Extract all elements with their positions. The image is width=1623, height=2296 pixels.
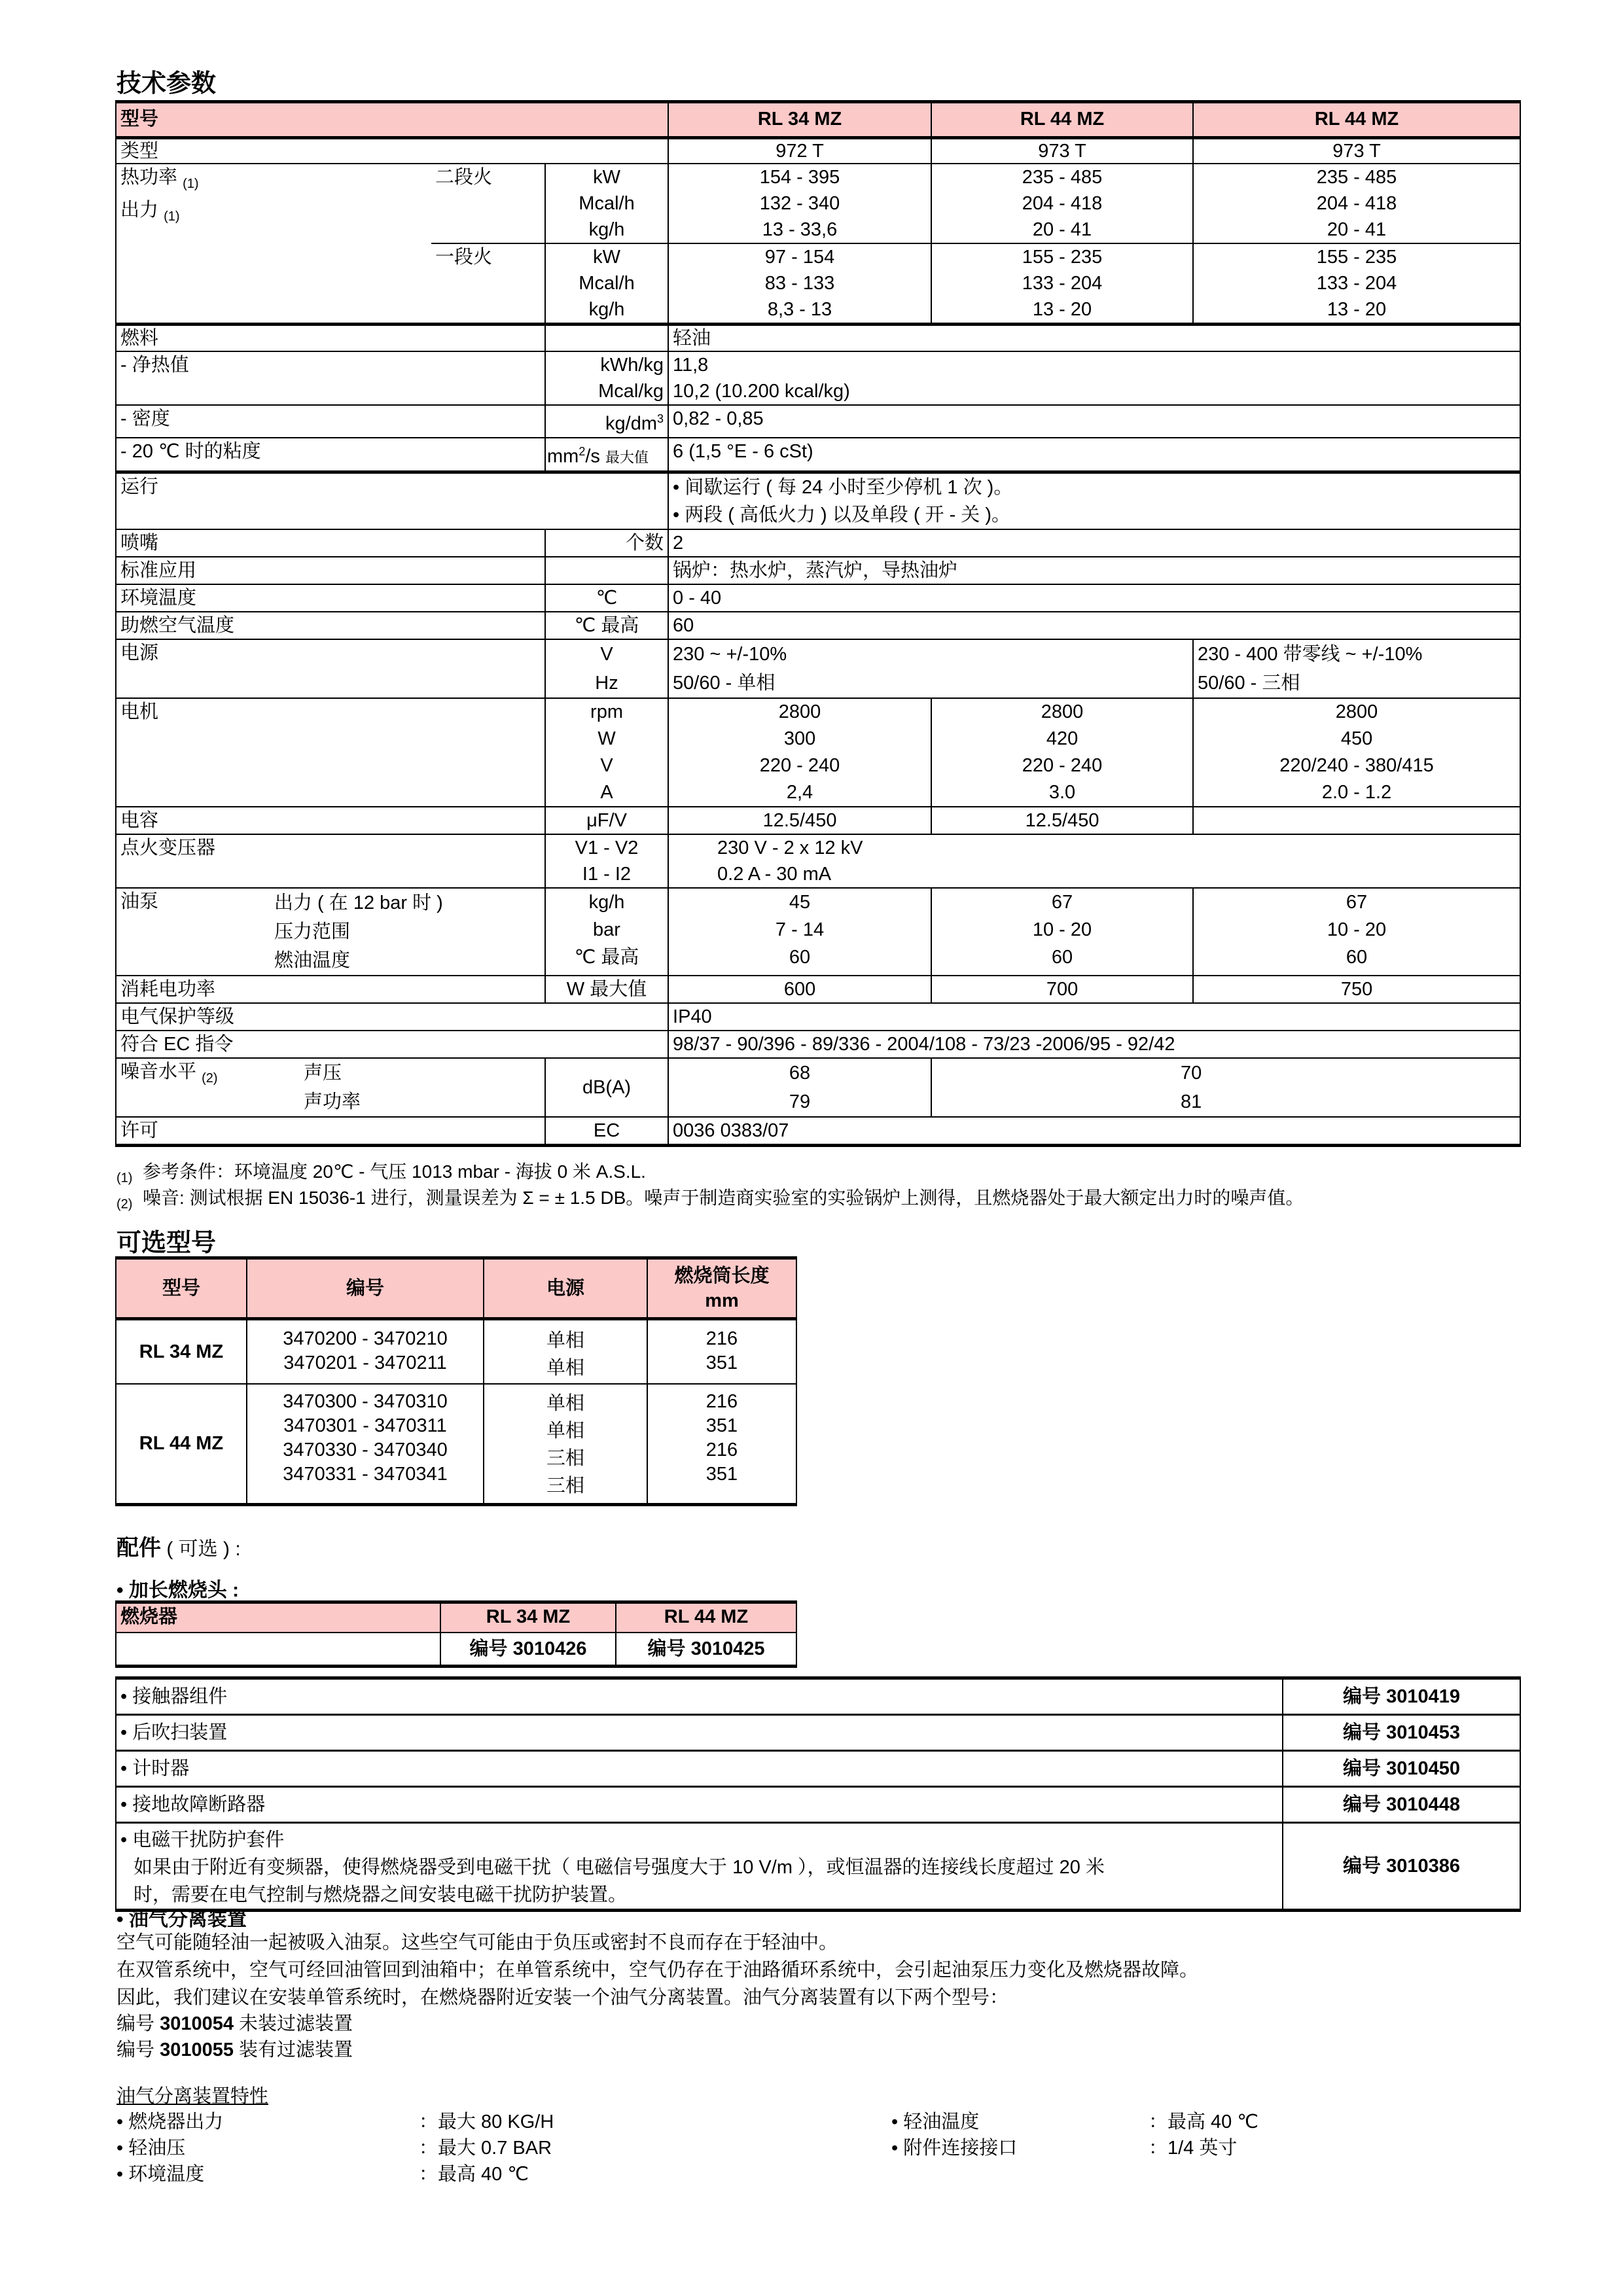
consumption-label: 消耗电功率 — [116, 976, 545, 1003]
value: 20 - 41 — [1032, 219, 1092, 240]
value: 79 — [789, 1091, 811, 1113]
noise-rl34 — [668, 1058, 931, 1117]
capacitor-label: 电容 — [116, 807, 545, 834]
tech-params-table — [115, 100, 1521, 1147]
unit: /s — [585, 446, 600, 467]
stage2-label: 二段火 — [431, 164, 545, 243]
value: 68 — [789, 1063, 811, 1084]
noise-unit: dB(A) — [545, 1058, 668, 1117]
footnote-ref: (1) — [183, 176, 199, 191]
output-label-2: 出力 — [120, 199, 159, 221]
stage1-rl34 — [668, 243, 931, 325]
ncv-label: - 净热值 — [116, 351, 545, 405]
unit-superscript: 2 — [579, 444, 586, 458]
unit: V — [600, 644, 613, 665]
variant-length — [647, 1319, 796, 1384]
accessory-label: • 计时器 — [116, 1751, 1283, 1787]
unit: mm — [547, 446, 579, 467]
degasser-model-prefix: 编号 — [116, 2013, 160, 2034]
stage1-rl44 — [931, 243, 1193, 325]
power-supply-row — [116, 639, 1520, 698]
accessory-row — [116, 1787, 1520, 1823]
value: 3.0 — [1048, 782, 1076, 804]
unit: kg/h — [588, 219, 625, 240]
application-row — [116, 557, 1520, 584]
length: 216 — [705, 1439, 738, 1460]
protection-label: 电气保护等级 — [116, 1003, 668, 1031]
unit: kW — [593, 247, 620, 268]
value: 220/240 - 380/415 — [1279, 755, 1434, 777]
operation-row — [116, 472, 1520, 530]
value: 10 - 20 — [1327, 919, 1387, 941]
variant-length — [647, 1384, 796, 1505]
pump-rl44 — [931, 888, 1193, 976]
operation-item: • 间歇运行 ( 每 24 小时至少停机 1 次 )。 — [673, 477, 1013, 499]
spec-label: • 燃烧器出力 — [116, 2111, 224, 2132]
ext-head-col-burner: 燃烧器 — [116, 1602, 440, 1633]
value: 220 - 240 — [1022, 755, 1103, 777]
variant-code: 3470200 - 3470210 — [283, 1328, 448, 1349]
fuel-label: 燃料 — [116, 325, 545, 352]
col-supply: 电源 — [484, 1258, 647, 1319]
pump-units — [545, 888, 668, 976]
power-supply-units — [545, 639, 668, 698]
ignition-units — [545, 834, 668, 888]
ignition-values — [668, 834, 1520, 888]
value: 60 — [789, 947, 811, 968]
nozzles-value: 2 — [668, 529, 1520, 557]
approval-label: 许可 — [116, 1117, 545, 1146]
stage1-label: 一段火 — [431, 243, 545, 325]
accessory-label: • 接触器组件 — [116, 1678, 1283, 1715]
accessories-title-suffix: ( 可选 ) : — [161, 1538, 241, 1560]
variant-code: 3470301 - 3470311 — [283, 1415, 447, 1436]
col-code: 编号 — [247, 1258, 484, 1319]
unit: A — [600, 782, 613, 804]
variant-supply — [484, 1384, 647, 1505]
consumption-value: 600 — [668, 976, 931, 1003]
application-unit — [545, 557, 668, 584]
col-length — [647, 1258, 796, 1319]
motor-row — [116, 698, 1520, 807]
viscosity-row — [116, 438, 1520, 472]
accessory-label: • 电磁干扰防护套件 — [120, 1829, 285, 1850]
ncv-row — [116, 351, 1520, 405]
footnote-mark: (1) — [116, 1171, 133, 1186]
pump-label-cell — [116, 888, 545, 976]
degasser-model-prefix: 编号 — [116, 2040, 160, 2060]
degasser-title: • 油气分离装置 — [116, 1909, 247, 1930]
supply: 三相 — [546, 1447, 584, 1469]
degasser-model-code: 3010054 — [160, 2013, 234, 2034]
spec-value: ：1/4 英寸 — [1149, 2138, 1238, 2159]
stage1-units — [545, 243, 668, 325]
variant-code: 3470330 - 3470340 — [283, 1439, 448, 1460]
accessory-code: 编号 3010450 — [1283, 1751, 1520, 1787]
ext-head-col-rl34: RL 34 MZ — [440, 1602, 616, 1633]
value: 83 - 133 — [764, 273, 835, 294]
ignition-row — [116, 834, 1520, 888]
value: 2.0 - 1.2 — [1321, 782, 1392, 804]
pump-sublabels — [274, 889, 443, 975]
value: 132 - 340 — [759, 193, 840, 214]
motor-label: 电机 — [116, 698, 545, 807]
capacitor-unit: μF/V — [545, 807, 668, 834]
unit: Mcal/h — [579, 273, 635, 294]
variant-group — [116, 1319, 796, 1384]
ambient-row — [116, 584, 1520, 612]
footnote-2 — [116, 1186, 1304, 1217]
value: 155 - 235 — [1316, 247, 1397, 268]
length: 351 — [705, 1352, 738, 1373]
unit: kWh/kg — [600, 355, 664, 376]
ambient-unit: ℃ — [545, 584, 668, 612]
viscosity-unit — [545, 438, 668, 472]
density-value: 0,82 - 0,85 — [668, 405, 1520, 438]
accessory-row — [116, 1823, 1520, 1911]
sublabel: 声压 — [304, 1063, 342, 1084]
pump-rl34 — [668, 888, 931, 976]
accessory-code: 编号 3010448 — [1283, 1787, 1520, 1823]
degasser-model-desc: 装有过滤装置 — [233, 2040, 353, 2060]
ignition-label: 点火变压器 — [116, 834, 545, 888]
variants-table — [115, 1256, 797, 1506]
pump-row — [116, 888, 1520, 976]
power-supply-label: 电源 — [116, 639, 545, 698]
spec-label: • 环境温度 — [116, 2164, 205, 2185]
accessory-label: • 接地故障断路器 — [116, 1787, 1283, 1823]
density-unit — [545, 405, 668, 438]
noise-label — [120, 1059, 304, 1116]
value: 0.2 A - 30 mA — [717, 864, 832, 885]
consumption-value: 750 — [1193, 976, 1520, 1003]
operation-values — [668, 472, 1520, 530]
fuel-unit — [545, 325, 668, 352]
accessory-label: • 后吹扫装置 — [116, 1715, 1283, 1751]
unit: rpm — [590, 701, 623, 723]
accessories-table — [115, 1676, 1521, 1912]
density-row — [116, 405, 1520, 438]
spec-value: ：最高 40 ℃ — [419, 2164, 529, 2185]
length: 351 — [705, 1463, 738, 1485]
value: 97 - 154 — [764, 247, 835, 268]
comb-air-value: 60 — [668, 612, 1520, 639]
value: 235 - 485 — [1316, 167, 1397, 188]
unit: Mcal/kg — [598, 381, 664, 402]
section-title-tech-params: 技术参数 — [116, 70, 217, 97]
ext-head-table — [115, 1600, 797, 1668]
power-supply-single — [668, 639, 1193, 698]
unit: kg/h — [588, 892, 625, 913]
value: 220 - 240 — [759, 755, 840, 777]
motor-units — [545, 698, 668, 807]
value: 50/60 - 单相 — [673, 673, 776, 694]
unit: bar — [593, 919, 620, 941]
operation-item: • 两段 ( 高低火力 ) 以及单段 ( 开 - 关 )。 — [673, 504, 1011, 526]
motor-rl44 — [931, 698, 1193, 807]
ext-head-title: • 加长燃烧头 : — [116, 1580, 240, 1601]
value: 204 - 418 — [1316, 193, 1397, 214]
degasser-spec-title — [116, 2083, 268, 2110]
consumption-row — [116, 976, 1520, 1003]
comb-air-label: 助燃空气温度 — [116, 612, 545, 639]
type-value: 973 T — [1193, 138, 1520, 164]
variant-code: 3470300 - 3470310 — [283, 1390, 448, 1412]
degasser-para: 空气可能随轻油一起被吸入油泵。这些空气可能由于负压或密封不良而存在于轻油中。 — [116, 1932, 838, 1953]
value: 7 - 14 — [775, 919, 825, 941]
unit: W — [597, 728, 616, 750]
accessory-desc: 时，需要在电气控制与燃烧器之间安装电磁干扰防护装置。 — [134, 1884, 628, 1905]
ncv-values — [668, 351, 1520, 405]
variant-code: 3470201 - 3470211 — [283, 1352, 447, 1373]
type-value: 973 T — [931, 138, 1193, 164]
value: 300 — [783, 728, 816, 750]
degasser-para: 因此，我们建议在安装单管系统时，在燃烧器附近安装一个油气分离装置。油气分离装置有以下两个型号： — [116, 1987, 1009, 2008]
section-title-variants: 可选型号 — [116, 1229, 217, 1257]
value: 67 — [1051, 892, 1073, 913]
value: 60 — [1346, 947, 1368, 968]
degasser-model-code: 3010055 — [160, 2040, 234, 2060]
protection-row — [116, 1003, 1520, 1031]
capacitor-value: 12.5/450 — [668, 807, 931, 834]
value: 50/60 - 三相 — [1198, 673, 1300, 694]
col-model: 型号 — [116, 1258, 247, 1319]
value: 11,8 — [673, 355, 709, 376]
sublabel: 压力范围 — [274, 921, 351, 943]
type-value: 972 T — [668, 138, 931, 164]
comb-air-unit: ℃ 最高 — [545, 612, 668, 639]
footnote-mark: (2) — [116, 1197, 133, 1212]
consumption-unit: W 最大值 — [545, 976, 668, 1003]
degasser-model — [116, 2010, 353, 2038]
accessories-title: 配件 — [116, 1536, 161, 1561]
degasser-model-desc: 未装过滤装置 — [233, 2013, 353, 2034]
degasser-para: 在双管系统中，空气可经回油管回到油箱中；在单管系统中，空气仍存在于油路循环系统中，会引起油泵压力变化及燃烧器故障。 — [116, 1960, 1199, 1981]
ext-head-row — [116, 1633, 796, 1667]
section-title-accessories — [116, 1530, 241, 1562]
consumption-value: 700 — [931, 976, 1193, 1003]
value: 13 - 20 — [1327, 299, 1387, 320]
value: 8,3 - 13 — [767, 299, 832, 320]
value: 155 - 235 — [1022, 247, 1103, 268]
supply: 三相 — [546, 1475, 584, 1496]
approval-value: 0036 0383/07 — [668, 1117, 1520, 1146]
length: 216 — [705, 1390, 738, 1412]
type-row — [116, 138, 1520, 164]
footnote-ref: (1) — [164, 209, 180, 224]
col-length-unit: mm — [705, 1290, 739, 1311]
col-length-label: 燃烧筒长度 — [674, 1265, 770, 1286]
stage2-rl34 — [668, 164, 931, 243]
degasser-model — [116, 2036, 353, 2064]
noise-label-cell — [116, 1058, 545, 1117]
supply: 单相 — [546, 1330, 584, 1351]
accessory-label-emc — [116, 1823, 1283, 1911]
spec-label: • 轻油压 — [116, 2138, 186, 2159]
length: 216 — [705, 1328, 738, 1349]
unit: Hz — [595, 673, 618, 694]
capacitor-value: 12.5/450 — [931, 807, 1193, 834]
ec-label: 符合 EC 指令 — [116, 1031, 668, 1058]
ext-head-col-rl44: RL 44 MZ — [616, 1602, 796, 1633]
fuel-row — [116, 325, 1520, 352]
ec-value: 98/37 - 90/396 - 89/336 - 2004/108 - 73/23 -2006/95 - 92/42 — [668, 1031, 1520, 1058]
nozzles-unit: 个数 — [545, 529, 668, 557]
value: 67 — [1346, 892, 1368, 913]
value: 204 - 418 — [1022, 193, 1103, 214]
application-label: 标准应用 — [116, 557, 545, 584]
nozzles-label: 喷嘴 — [116, 529, 545, 557]
sublabel: 出力 ( 在 12 bar 时 ) — [274, 892, 443, 914]
noise-rl44 — [931, 1058, 1520, 1117]
variant-codes — [247, 1384, 484, 1505]
stage2-rl44-3ph — [1193, 164, 1520, 243]
value: 230 V - 2 x 12 kV — [717, 838, 863, 859]
protection-value: IP40 — [668, 1003, 1520, 1031]
unit: kW — [593, 167, 620, 188]
motor-rl34 — [668, 698, 931, 807]
output-label-1: 热功率 — [120, 167, 178, 188]
value: 230 ~ +/-10% — [673, 644, 787, 665]
output-label — [116, 164, 431, 325]
value: 10 - 20 — [1032, 919, 1092, 941]
supply: 单相 — [546, 1358, 584, 1379]
capacitor-row — [116, 807, 1520, 834]
degasser-spec-title-text: 油气分离装置特性 — [116, 2086, 269, 2107]
sublabel: 燃油温度 — [274, 950, 351, 972]
value: 13 - 33,6 — [762, 219, 838, 240]
model-rl44: RL 44 MZ — [931, 102, 1193, 138]
value: 13 - 20 — [1032, 299, 1092, 320]
value: 2800 — [778, 701, 821, 723]
variant-model: RL 44 MZ — [116, 1384, 247, 1505]
density-label: - 密度 — [116, 405, 545, 438]
stage2-units — [545, 164, 668, 243]
application-value: 锅炉：热水炉，蒸汽炉，导热油炉 — [668, 557, 1520, 584]
accessory-row — [116, 1678, 1520, 1715]
value: 133 - 204 — [1022, 273, 1103, 294]
sublabel: 声功率 — [304, 1091, 361, 1113]
accessory-row — [116, 1751, 1520, 1787]
viscosity-label: - 20 ℃ 时的粘度 — [116, 438, 545, 472]
footnote-text: 参考条件：环境温度 20℃ - 气压 1013 mbar - 海拔 0 米 A.S.L. — [143, 1161, 646, 1182]
variant-code: 3470331 - 3470341 — [283, 1463, 448, 1485]
unit: I1 - I2 — [582, 864, 632, 885]
ec-row — [116, 1031, 1520, 1058]
header-label: 型号 — [116, 102, 668, 138]
accessory-code: 编号 3010419 — [1283, 1678, 1520, 1715]
pump-rl44-3ph — [1193, 888, 1520, 976]
noise-label-text: 噪音水平 — [120, 1061, 197, 1083]
supply: 单相 — [546, 1392, 584, 1414]
ext-head-cell — [116, 1633, 440, 1667]
approval-unit: EC — [545, 1117, 668, 1146]
stage1-rl44-3ph — [1193, 243, 1520, 325]
value: 20 - 41 — [1327, 219, 1387, 240]
type-label: 类型 — [116, 138, 668, 164]
unit-qualifier: 最大值 — [605, 449, 649, 466]
spec-label: • 附件连接接口 — [891, 2138, 1018, 2159]
value: 2800 — [1041, 701, 1084, 723]
unit: ℃ 最高 — [574, 947, 639, 968]
pump-label: 油泵 — [120, 891, 159, 913]
unit: kg/dm — [605, 413, 657, 434]
value: 133 - 204 — [1316, 273, 1397, 294]
value: 2,4 — [786, 782, 813, 804]
unit-superscript: 3 — [657, 412, 664, 425]
value: 2800 — [1335, 701, 1378, 723]
value: 450 — [1340, 728, 1373, 750]
value: 154 - 395 — [759, 167, 840, 188]
spec-value: ：最大 0.7 BAR — [419, 2138, 552, 2159]
ext-head-code-rl44: 编号 3010425 — [616, 1633, 796, 1667]
supply: 单相 — [546, 1420, 584, 1441]
ambient-value: 0 - 40 — [668, 584, 1520, 612]
value: 420 — [1046, 728, 1079, 750]
ext-head-code-rl34: 编号 3010426 — [440, 1633, 616, 1667]
value: 235 - 485 — [1022, 167, 1103, 188]
footnote-ref: (2) — [202, 1071, 218, 1086]
model-rl44-3ph: RL 44 MZ — [1193, 102, 1520, 138]
footnote-text: 噪音: 测试根据 EN 15036-1 进行，测量误差为 Σ = ± 1.5 DB。噪声于制造商实验室的实验锅炉上测得，且燃烧器处于最大额定出力时的噪声值。 — [143, 1188, 1304, 1208]
nozzles-row — [116, 529, 1520, 557]
ambient-label: 环境温度 — [116, 584, 545, 612]
spec-value: ：最大 80 KG/H — [419, 2111, 554, 2132]
value: 230 - 400 带零线 ~ +/-10% — [1198, 644, 1423, 665]
stage2-rl44 — [931, 164, 1193, 243]
spec-label: • 轻油温度 — [891, 2111, 980, 2132]
accessory-code: 编号 3010453 — [1283, 1715, 1520, 1751]
value: 10,2 (10.200 kcal/kg) — [673, 381, 850, 402]
approval-row — [116, 1117, 1520, 1146]
header-row — [116, 102, 1520, 138]
value: 45 — [789, 892, 811, 913]
value: 70 — [1181, 1063, 1202, 1084]
variant-codes — [247, 1319, 484, 1384]
unit: kg/h — [588, 299, 625, 320]
variants-header — [116, 1258, 796, 1319]
accessory-code: 编号 3010386 — [1283, 1823, 1520, 1911]
unit: V — [600, 755, 613, 777]
fuel-value: 轻油 — [668, 325, 1520, 352]
comb-air-row — [116, 612, 1520, 639]
variant-group — [116, 1384, 796, 1505]
spec-value: ：最高 40 ℃ — [1149, 2111, 1258, 2132]
capacitor-value — [1193, 807, 1520, 834]
accessory-desc: 如果由于附近有变频器，使得燃烧器受到电磁干扰（ 电磁信号强度大于 10 V/m ），或恒温器的连接线长度超过 20 米 — [134, 1857, 1105, 1878]
unit: Mcal/h — [579, 193, 635, 214]
value: 81 — [1181, 1091, 1202, 1113]
ncv-units — [545, 351, 668, 405]
noise-row — [116, 1058, 1520, 1117]
accessory-row — [116, 1715, 1520, 1751]
output-stage2-row — [116, 164, 1520, 243]
unit: V1 - V2 — [575, 838, 639, 859]
length: 351 — [705, 1415, 738, 1436]
noise-sublabels — [304, 1059, 361, 1116]
variant-supply — [484, 1319, 647, 1384]
motor-rl44-3ph — [1193, 698, 1520, 807]
model-rl34: RL 34 MZ — [668, 102, 931, 138]
operation-label: 运行 — [116, 472, 668, 530]
viscosity-value: 6 (1,5 °E - 6 cSt) — [668, 438, 1520, 472]
value: 60 — [1051, 947, 1073, 968]
power-supply-three — [1193, 639, 1520, 698]
ext-head-header — [116, 1602, 796, 1633]
variant-model: RL 34 MZ — [116, 1319, 247, 1384]
